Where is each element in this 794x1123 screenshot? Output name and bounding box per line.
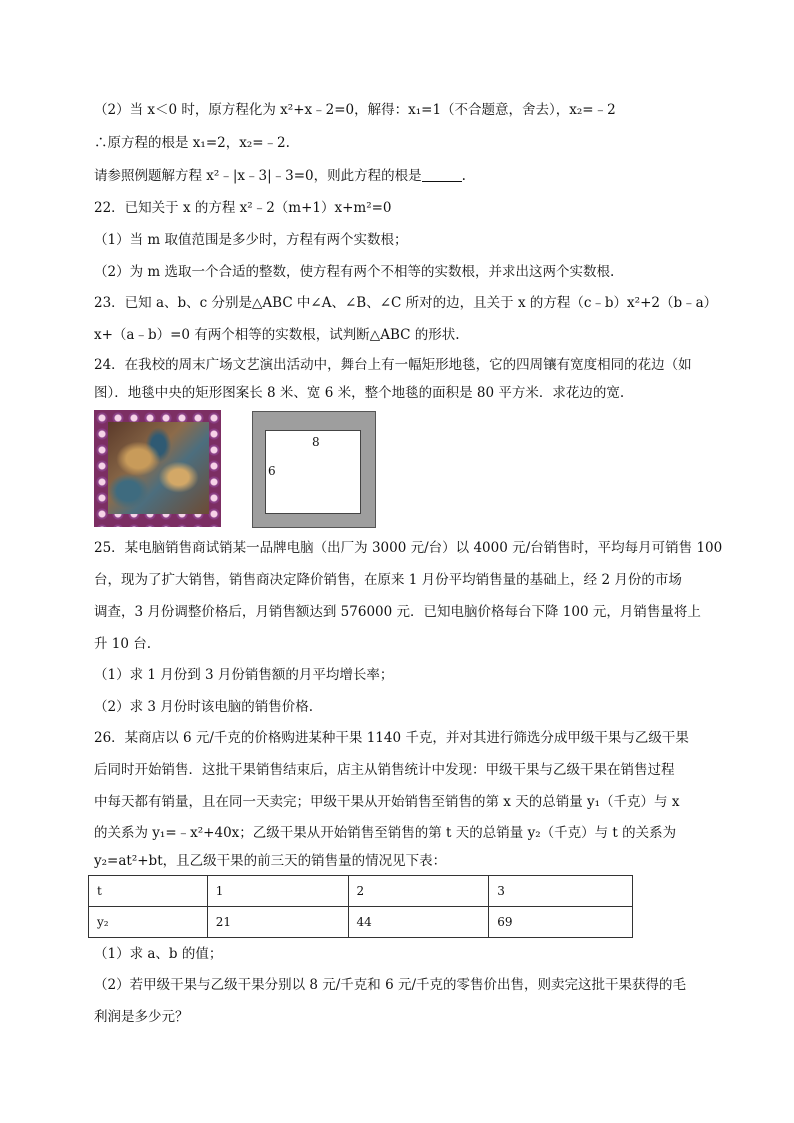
carpet-photo [94,410,221,527]
table-cell: y₂ [89,907,208,938]
answer-blank [422,168,462,182]
q25-stem-2: 台，现为了扩大销售，销售商决定降价销售，在原来 1 月份平均销售量的基础上，经 2 月份的市场 [94,572,682,588]
table-cell: 3 [489,876,633,907]
table-cell: 1 [207,876,348,907]
q24-stem-2: 图）．地毯中央的矩形图案长 8 米、宽 6 米，整个地毯的面积是 80 平方米．求花边的宽. [94,385,625,401]
q26-stem-5: y₂=at²+bt，且乙级干果的前三天的销售量的情况见下表： [94,853,447,869]
q26-part2-1: （2）若甲级干果与乙级干果分别以 8 元/千克和 6 元/千克的零售价出售，则卖完这批干果获得的毛 [94,977,687,993]
q26-part1: （1）求 a、b 的值； [94,946,223,962]
q26-stem-3: 中每天都有销量，且在同一天卖完；甲级干果从开始销售至销售的第 x 天的总销量 y₁（千克）与 x [94,794,680,810]
q25-stem-4: 升 10 台. [94,636,152,652]
q24-stem-1: 24．在我校的周末广场文艺演出活动中，舞台上有一幅矩形地毯，它的四周镶有宽度相同的花边（如 [94,357,692,373]
table-row [89,876,633,907]
table-cell: 69 [489,907,633,938]
q25-stem-1: 25．某电脑销售商试销某一品牌电脑（出厂为 3000 元/台）以 4000 元/台销售时，平均每月可销售 100 [94,540,723,556]
carpet-diagram [252,411,376,528]
q22-part1: （1）当 m 取值范围是多少时，方程有两个实数根； [94,232,408,248]
table-row [89,907,633,938]
q25-part1: （1）求 1 月份到 3 月份销售额的月平均增长率； [94,667,394,683]
table-cell: 21 [207,907,348,938]
q26-stem-2: 后同时开始销售．这批干果销售结束后，店主从销售统计中发现：甲级干果与乙级干果在销售过程 [94,762,675,778]
diagram-length-label: 8 [312,435,320,449]
diagram-width-label: 6 [268,464,276,478]
table-cell: 2 [348,876,489,907]
q25-part2: （2）求 3 月份时该电脑的销售价格. [94,699,314,715]
q22-part2: （2）为 m 选取一个合适的整数，使方程有两个不相等的实数根，并求出这两个实数根. [94,264,615,280]
carpet-photo-center [108,422,209,514]
q26-part2-2: 利润是多少元？ [94,1009,189,1025]
q22-stem: 22．已知关于 x 的方程 x²﹣2（m+1）x+m²=0 [94,200,392,216]
exercise-text: 请参照例题解方程 x²﹣|x﹣3|﹣3=0，则此方程的根是 [94,168,422,184]
table-cell: t [89,876,208,907]
q26-stem-4: 的关系为 y₁=﹣x²+40x；乙级干果从开始销售至销售的第 t 天的总销量 y₂（千克）与 t 的关系为 [94,825,677,841]
q26-stem-1: 26．某商店以 6 元/千克的价格购进某种干果 1140 千克，并对其进行筛选分成甲级干果与乙级干果 [94,730,689,746]
line-exercise [94,166,466,186]
line-roots: ∴原方程的根是 x₁=2，x₂=﹣2. [94,135,290,151]
q23-stem-1: 23．已知 a、b、c 分别是△ABC 中∠A、∠B、∠C 所对的边，且关于 x 的方程（c﹣b）x²+2（b﹣a） [94,295,718,311]
table-cell: 44 [348,907,489,938]
q25-stem-3: 调查，3 月份调整价格后，月销售额达到 576000 元．已知电脑价格每台下降 100 元，月销售量将上 [94,604,701,620]
line-case2: （2）当 x＜0 时，原方程化为 x²+x﹣2=0，解得：x₁=1（不合题意，舍去），x₂=﹣2 [94,102,616,118]
q23-stem-2: x+（a﹣b）=0 有两个相等的实数根，试判断△ABC 的形状. [94,327,460,343]
sales-table [88,875,633,938]
exercise-period: . [461,168,466,184]
